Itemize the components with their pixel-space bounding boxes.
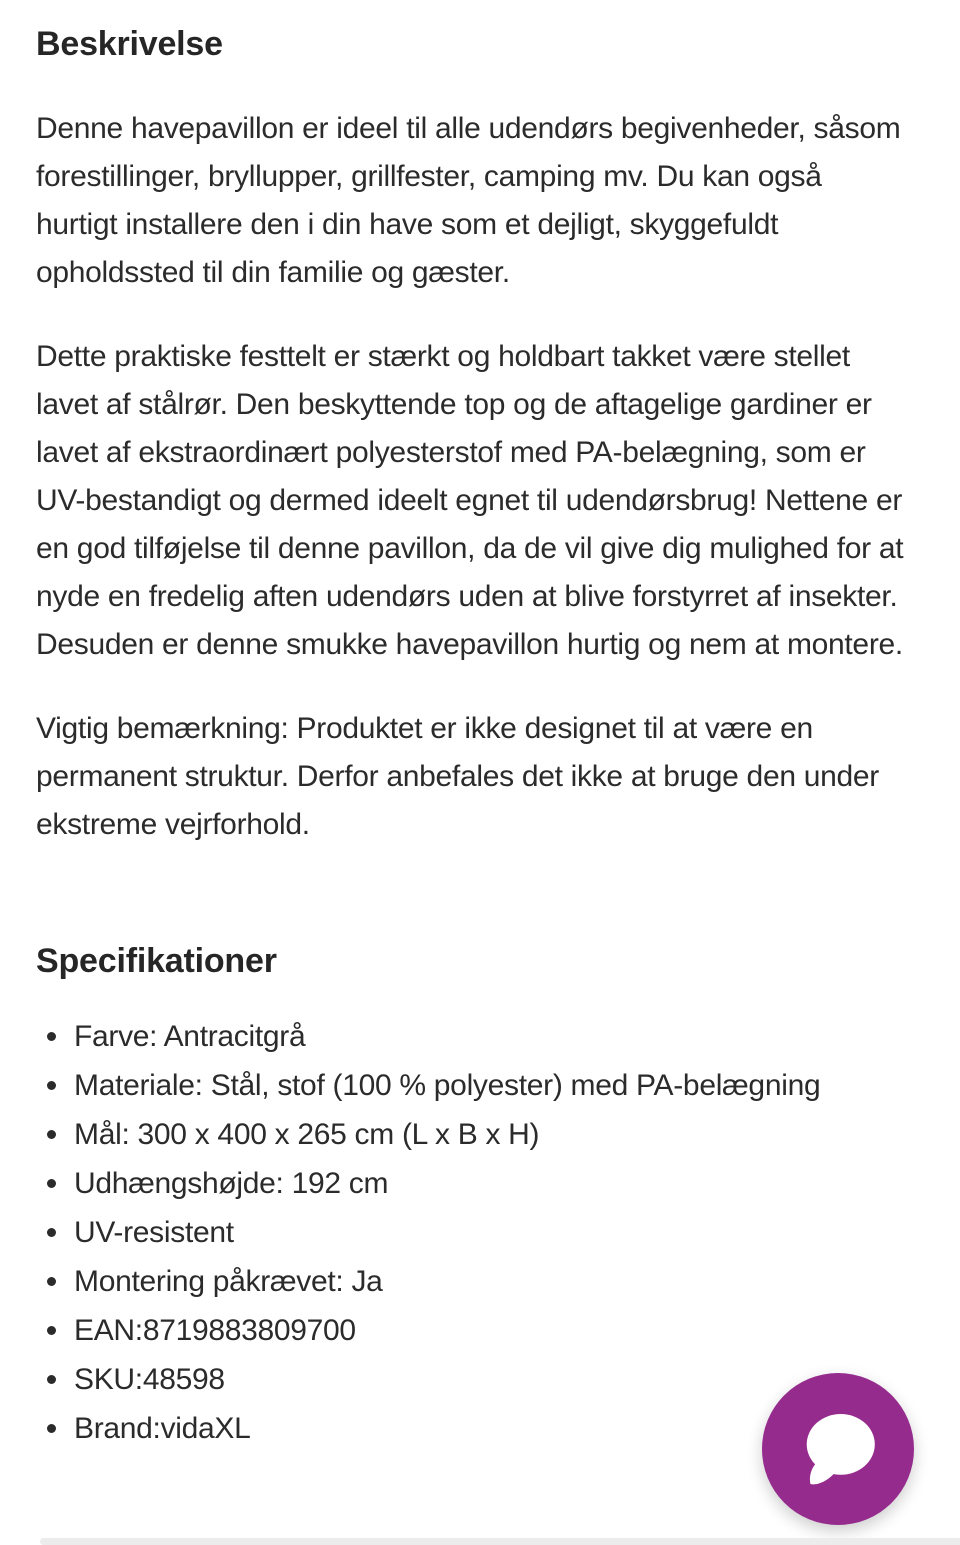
spec-item-dimensions: Mål: 300 x 400 x 265 cm (L x B x H) (36, 1110, 910, 1159)
speech-bubble-icon (792, 1403, 884, 1495)
description-paragraph-1: Denne havepavillon er ideel til alle udendørs begivenheder, såsom forestillinger, bryllupper, grillfester, camping mv. Du kan også hurtigt installere den i din have som et dejligt, skyggefuldt opholdssted til din familie og gæster. (36, 111, 901, 289)
spec-item-brand: Brand:vidaXL (36, 1404, 910, 1453)
spec-item-color: Farve: Antracitgrå (36, 1012, 910, 1061)
spec-item-assembly: Montering påkrævet: Ja (36, 1257, 910, 1306)
description-heading: Beskrivelse (36, 25, 223, 63)
chat-button[interactable] (762, 1373, 914, 1525)
specifications-list (36, 1012, 910, 1453)
spec-item-eave-height: Udhængshøjde: 192 cm (36, 1159, 910, 1208)
description-paragraph-2: Dette praktiske festtelt er stærkt og holdbart takket være stellet lavet af stålrør. Den beskyttende top og de aftagelige gardiner er lavet af ekstraordinært polyesterstof med PA-belægning, som er UV-bestandigt og dermed ideelt egnet til udendørsbrug! Nettene er en god tilføjelse til denne pavillon, da de vil give dig mulighed for at nyde en fredelig aften udendørs uden at blive forstyrret af insekter. Desuden er denne smukke havepavillon hurtig og nem at montere. (36, 339, 904, 661)
spec-item-uv: UV-resistent (36, 1208, 910, 1257)
spec-item-material: Materiale: Stål, stof (100 % polyester) med PA-belægning (36, 1061, 910, 1110)
description-paragraph-3: Vigtig bemærkning: Produktet er ikke designet til at være en permanent struktur. Derfor anbefales det ikke at bruge den under ekstreme vejrforhold. (36, 711, 879, 841)
section-divider (40, 1538, 960, 1545)
spec-item-sku: SKU:48598 (36, 1355, 910, 1404)
specifications-heading: Specifikationer (36, 941, 277, 980)
spec-item-ean: EAN:8719883809700 (36, 1306, 910, 1355)
